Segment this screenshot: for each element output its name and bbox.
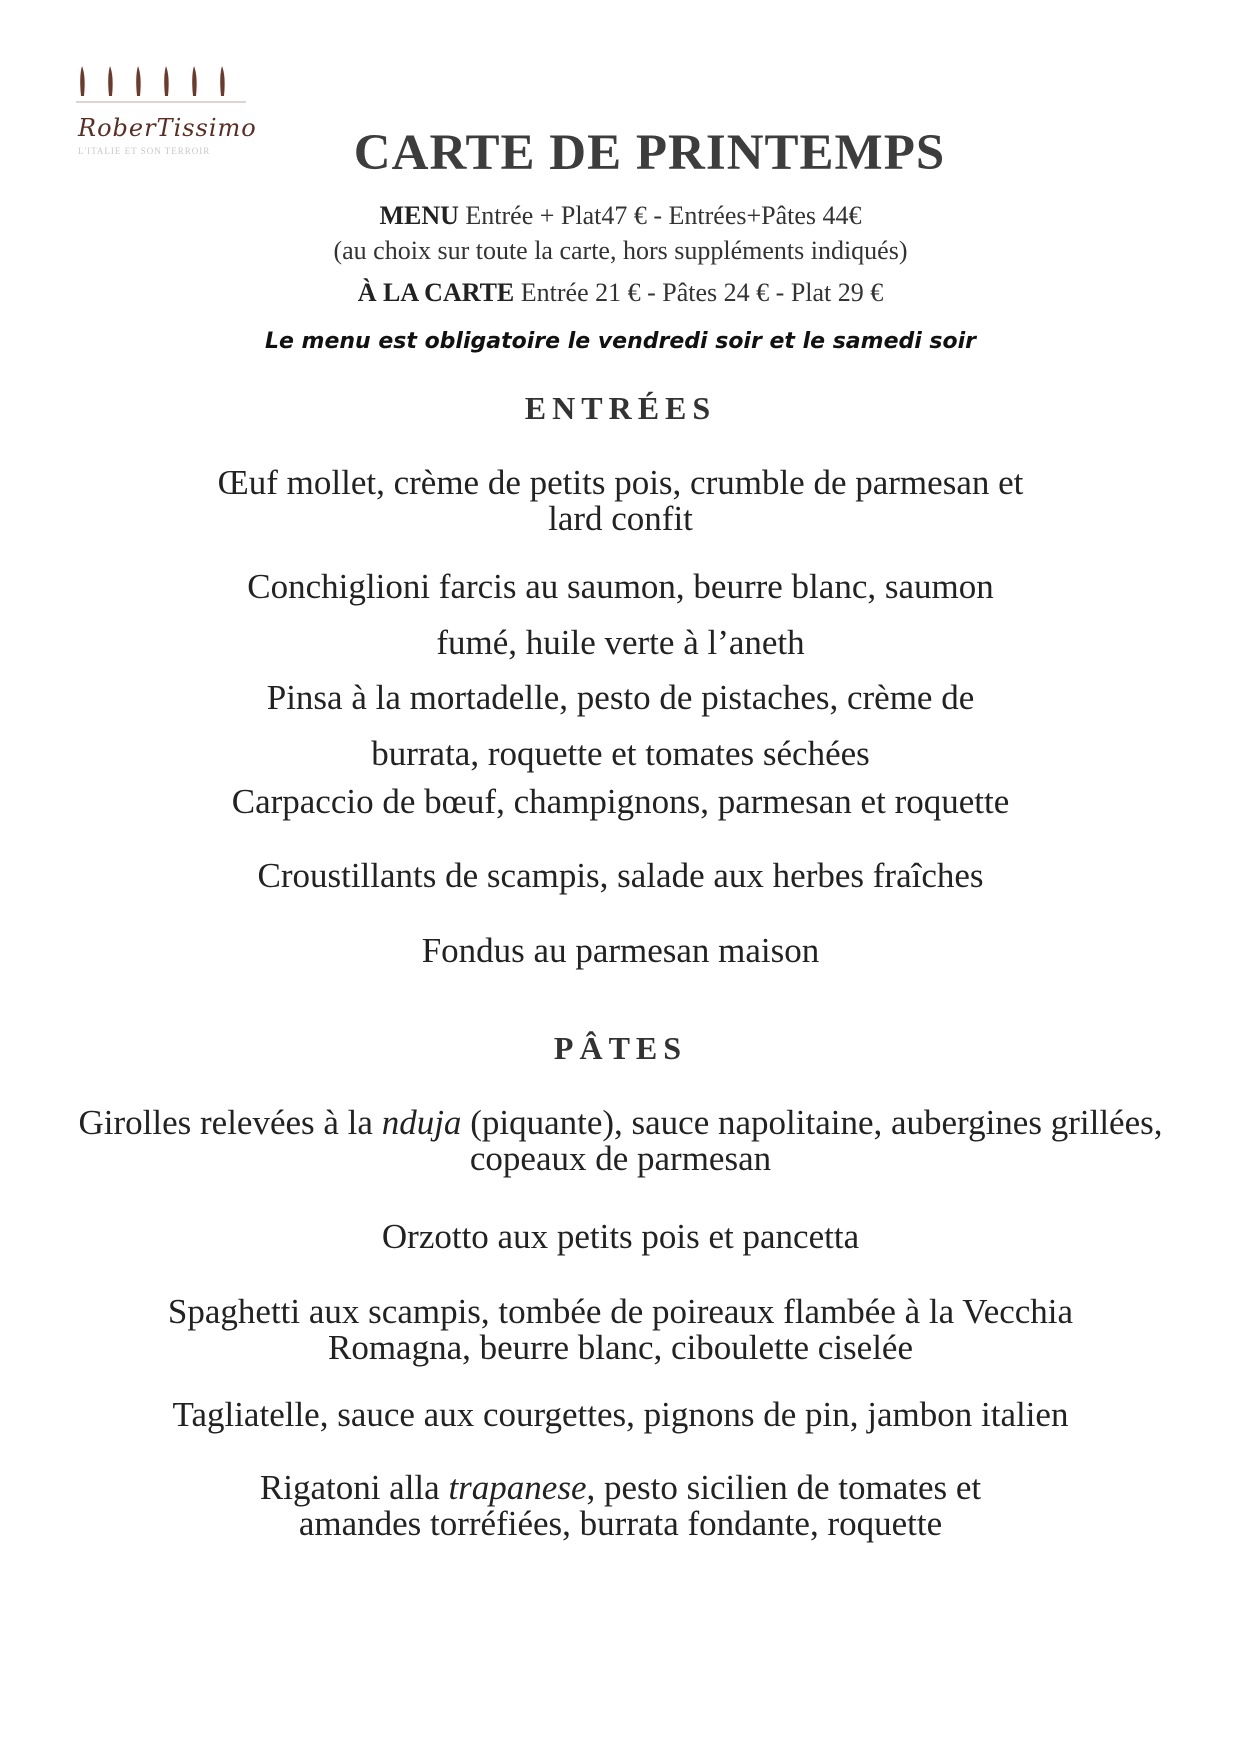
logo-wordmark: RoberTissimo [78,114,257,142]
entree-item: Croustillants de scampis, salade aux herbes fraîches [257,856,984,895]
pates-item-text: , pesto sicilien de tomates et amandes torréfiées, burrata fondante, roquette [298,1468,982,1543]
pates-item-text: Rigatoni alla [259,1468,449,1507]
carte-price-text: Entrée 21 € - Pâtes 24 € - Plat 29 € [520,278,884,307]
page-title: CARTE DE PRINTEMPS [353,125,946,181]
pates-item [60,1217,1181,1257]
pates-item [60,1395,1181,1435]
menu-notice: Le menu est obligatoire le vendredi soir et le samedi soir [264,329,977,354]
entree-item: Conchiglioni farcis au saumon, beurre blanc, saumon fumé, huile verte à l’aneth [247,567,994,662]
entree-item: Carpaccio de bœuf, champignons, parmesan et roquette [231,782,1010,821]
pates-item-text: Spaghetti aux scampis, tombée de poireaux flambée à la Vecchia Romagna, beurre blanc, ciboulette ciselée [167,1292,1074,1367]
carte-label: À LA CARTE [357,278,515,307]
pates-item-text: (piquante), sauce napolitaine, aubergines grillées, copeaux de parmesan [461,1103,1163,1178]
logo-pillars-icon [76,62,276,112]
entree-item: Fondus au parmesan maison [421,931,820,970]
logo-tagline: L'ITALIE ET SON TERROIR [78,146,211,156]
pates-item-text: Tagliatelle, sauce aux courgettes, pignons de pin, jambon italien [172,1395,1069,1434]
section-heading-entrees: ENTRÉES [524,390,717,426]
menu-label: MENU [379,201,459,230]
menu-note: (au choix sur toute la carte, hors suppléments indiqués) [333,236,908,265]
pates-item-italic: trapanese [448,1468,587,1507]
entree-item: Œuf mollet, crème de petits pois, crumble de parmesan et lard confit [217,463,1024,538]
menu-price-text: Entrée + Plat47 € - Entrées+Pâtes 44€ [465,201,862,230]
carte-price-line [0,278,1241,308]
menu-price-line [0,201,1241,231]
pates-item [60,1294,1181,1366]
pates-item [60,1470,1181,1542]
section-heading-pates: PÂTES [553,1030,688,1066]
entree-item: Pinsa à la mortadelle, pesto de pistaches, crème de burrata, roquette et tomates séchées [266,678,975,773]
pates-item-text: Orzotto aux petits pois et pancetta [381,1217,860,1256]
pates-item-text: Girolles relevées à la [78,1103,382,1142]
pates-item [60,1105,1181,1177]
pates-item-italic: nduja [381,1103,462,1142]
